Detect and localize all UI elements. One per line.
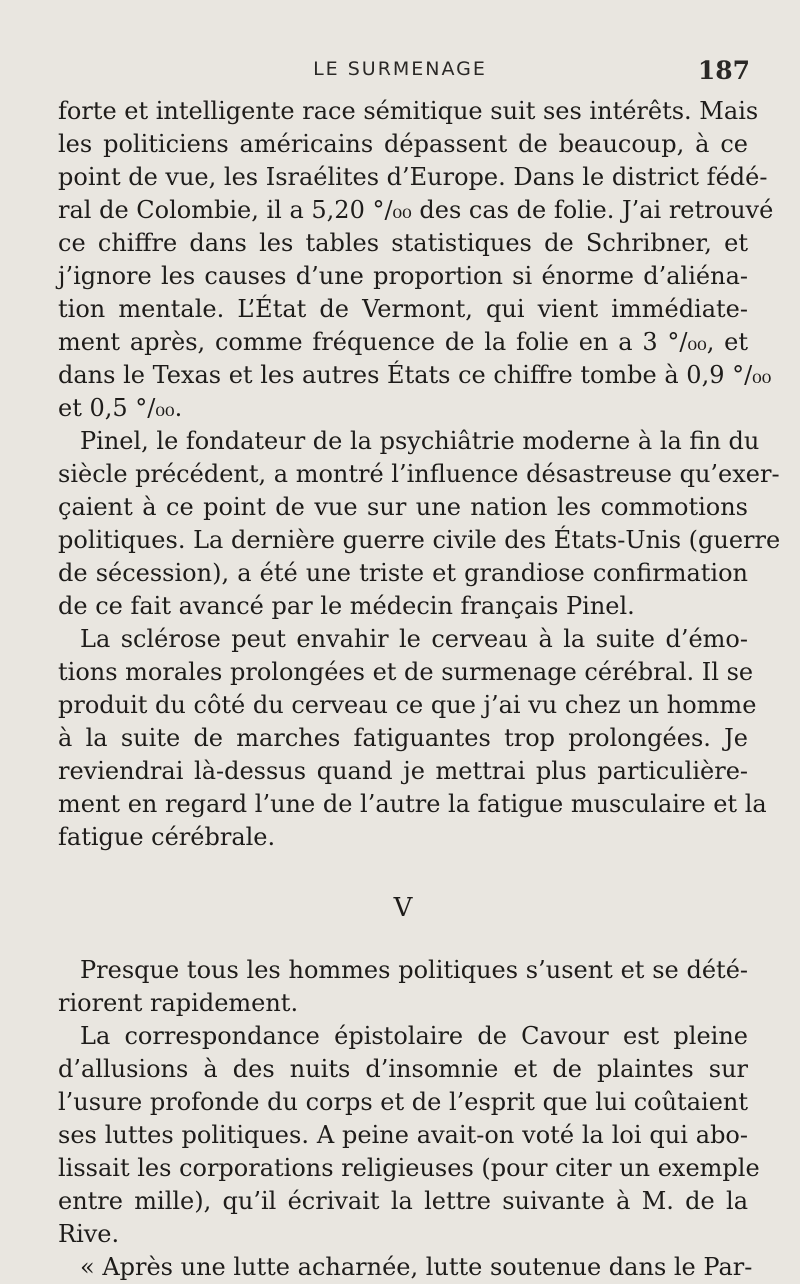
text-line: ment en regard l’une de l’autre la fatigue musculaire et la	[58, 790, 767, 818]
text-line: fatigue cérébrale.	[58, 823, 276, 851]
text-line: ce chiffre dans les tables statistiques de Schribner, et	[58, 229, 748, 257]
text-line: l’usure profonde du corps et de l’esprit que lui coûtaient	[58, 1088, 748, 1116]
text-line: et 0,5 °/₀₀.	[58, 394, 183, 422]
paragraph-6	[58, 1251, 753, 1284]
text-line: riorent rapidement.	[58, 989, 299, 1017]
text-line: lissait les corporations religieuses (pour citer un exemple	[58, 1154, 760, 1182]
section-heading: V	[393, 893, 413, 923]
text-line: Rive.	[58, 1220, 120, 1248]
text-line: tion mentale. L’État de Vermont, qui vient immédiate-	[58, 295, 748, 323]
text-line: produit du côté du cerveau ce que j’ai vu chez un homme	[58, 691, 757, 719]
text-line: ses luttes politiques. A peine avait-on voté la loi qui abo-	[58, 1121, 748, 1149]
paragraph-2	[58, 425, 781, 623]
paragraph-5	[58, 1020, 760, 1251]
text-line: çaient à ce point de vue sur une nation les commotions	[58, 493, 748, 521]
text-line: politiques. La dernière guerre civile des États-Unis (guerre	[58, 526, 781, 554]
text-line: Presque tous les hommes politiques s’usent et se dété-	[80, 956, 748, 984]
text-line: d’allusions à des nuits d’insomnie et de plaintes sur	[58, 1055, 748, 1083]
body-text	[58, 95, 781, 1284]
text-line: point de vue, les Israélites d’Europe. Dans le district fédé-	[58, 163, 768, 191]
text-line: ment après, comme fréquence de la folie en a 3 °/₀₀, et	[58, 328, 748, 356]
page-number: 187	[697, 56, 750, 85]
text-line: reviendrai là-dessus quand je mettrai plus particulière-	[58, 757, 748, 785]
text-line: « Après une lutte acharnée, lutte soutenue dans le Par-	[80, 1253, 753, 1281]
text-line: à la suite de marches fatiguantes trop prolongées. Je	[58, 724, 748, 752]
text-line: Pinel, le fondateur de la psychiâtrie moderne à la fin du	[80, 427, 760, 455]
text-line: La correspondance épistolaire de Cavour est pleine	[80, 1022, 748, 1050]
text-line: tions morales prolongées et de surmenage cérébral. Il se	[58, 658, 754, 686]
running-title: LE SURMENAGE	[313, 58, 487, 80]
text-line: entre mille), qu’il écrivait la lettre suivante à M. de la	[58, 1187, 748, 1215]
text-line: forte et intelligente race sémitique suit ses intérêts. Mais	[58, 97, 759, 125]
text-line: de sécession), a été une triste et grandiose confirmation	[58, 559, 748, 587]
paragraph-4	[58, 954, 748, 1020]
paragraph-1	[58, 95, 774, 425]
text-line: La sclérose peut envahir le cerveau à la suite d’émo-	[80, 625, 748, 653]
text-line: siècle précédent, a montré l’influence désastreuse qu’exer-	[58, 460, 780, 488]
paragraph-3	[58, 623, 767, 854]
text-line: j’ignore les causes d’une proportion si énorme d’aliéna-	[58, 262, 748, 290]
text-line: les politiciens américains dépassent de beaucoup, à ce	[58, 130, 748, 158]
page-header	[0, 58, 800, 92]
text-line: de ce fait avancé par le médecin français Pinel.	[58, 592, 635, 620]
text-line: dans le Texas et les autres États ce chiffre tombe à 0,9 °/₀₀	[58, 361, 772, 389]
text-line: ral de Colombie, il a 5,20 °/₀₀ des cas de folie. J’ai retrouvé	[58, 196, 774, 224]
